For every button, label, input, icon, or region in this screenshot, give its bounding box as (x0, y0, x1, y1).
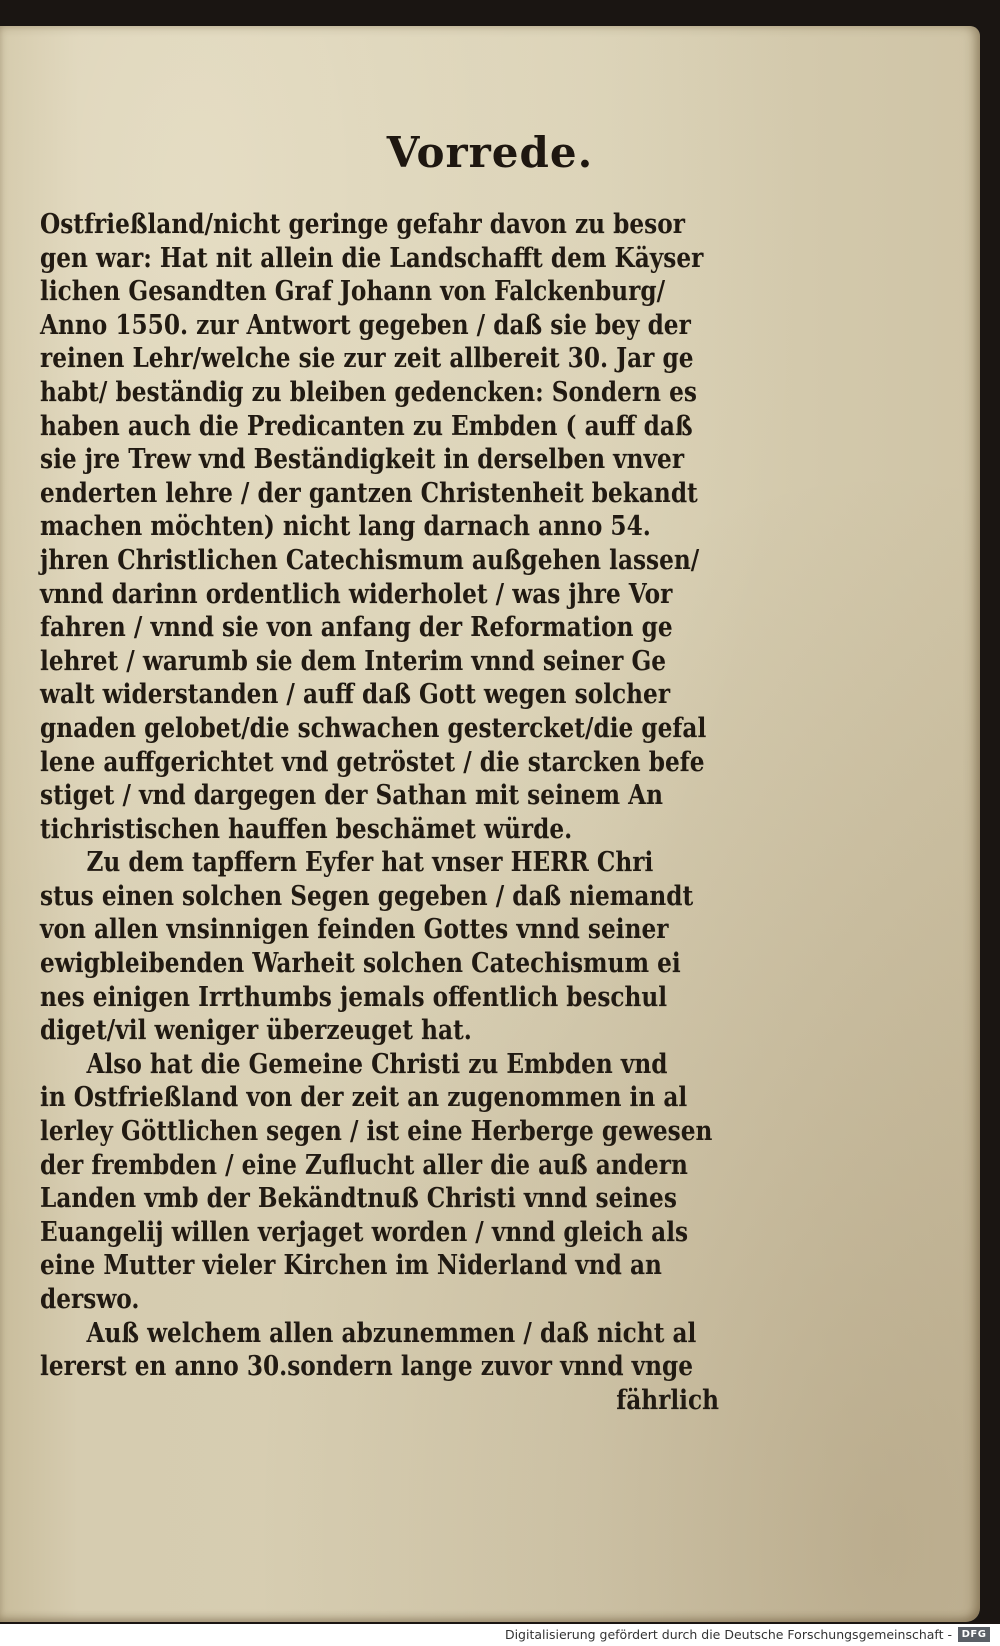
text-line: lene auffgerichtet vnd getröstet / die starcken befe (40, 746, 705, 778)
body-text (40, 208, 810, 1417)
text-line: sie jre Trew vnd Beständigkeit in derselben vnver (40, 444, 685, 476)
dfg-logo-icon: DFG (958, 1627, 990, 1642)
page-heading: Vorrede. (386, 128, 594, 177)
text-line: lererst en anno 30.sondern lange zuvor vnnd vnge (40, 1351, 694, 1383)
text-line: lichen Gesandten Graf Johann von Falckenburg/ (40, 276, 666, 308)
text-line: fahren / vnnd sie von anfang der Reformation ge (40, 612, 673, 644)
text-line: stus einen solchen Segen gegeben / daß niemandt (40, 880, 694, 912)
text-line: jhren Christlichen Catechismum außgehen lassen/ (40, 544, 700, 576)
text-line: Also hat die Gemeine Christi zu Embden vnd (86, 1048, 668, 1080)
text-line: enderten lehre / der gantzen Christenheit bekandt (40, 477, 698, 509)
text-line: walt widerstanden / auff daß Gott wegen solcher (40, 679, 671, 711)
text-line: reinen Lehr/welche sie zur zeit allbereit 30. Jar ge (40, 343, 694, 375)
text-line: stiget / vnd dargegen der Sathan mit seinem An (40, 780, 664, 812)
text-line: in Ostfrießland von der zeit an zugenommen in al (40, 1082, 688, 1114)
text-line: derswo. (40, 1284, 140, 1315)
text-line: machen möchten) nicht lang darnach anno 54. (40, 511, 651, 543)
text-line: Auß welchem allen abzunemmen / daß nicht al (86, 1317, 697, 1349)
footer-credit: Digitalisierung gefördert durch die Deutsche Forschungsgemeinschaft - (504, 1627, 952, 1642)
catchword: fährlich (616, 1384, 720, 1416)
text-line: habt/ beständig zu bleiben gedencken: Sondern es (40, 376, 697, 408)
text-line: lerley Göttlichen segen / ist eine Herberge gewesen (40, 1116, 713, 1148)
text-line: Landen vmb der Bekändtnuß Christi vnnd seines (40, 1183, 677, 1215)
text-line: tichristischen hauffen beschämet würde. (40, 813, 573, 845)
text-line: nes einigen Irrthumbs jemals offentlich beschul (40, 981, 668, 1013)
text-line: eine Mutter vieler Kirchen im Niderland vnd an (40, 1250, 662, 1282)
text-line: ewigbleibenden Warheit solchen Catechismum ei (40, 948, 681, 980)
text-line: lehret / warumb sie dem Interim vnnd seiner Ge (40, 645, 667, 677)
text-line: Ostfrießland/nicht geringe gefahr davon zu besor (40, 209, 685, 240)
text-line: Euangelij willen verjaget worden / vnnd gleich als (40, 1216, 689, 1248)
text-line: Zu dem tapffern Eyfer hat vnser HERR Chri (86, 847, 654, 879)
text-line: gen war: Hat nit allein die Landschafft dem Käyser (40, 242, 704, 274)
text-line: von allen vnsinnigen feinden Gottes vnnd seiner (40, 914, 669, 946)
text-line: haben auch die Predicanten zu Embden ( auff daß (40, 410, 693, 442)
text-line: gnaden gelobet/die schwachen gestercket/die gefal (40, 712, 707, 744)
text-line: diget/vil weniger überzeuget hat. (40, 1015, 472, 1047)
text-line: Anno 1550. zur Antwort gegeben / daß sie bey der (40, 309, 691, 341)
text-line: vnnd darinn ordentlich widerholet / was jhre Vor (40, 578, 673, 610)
text-line: der frembden / eine Zuflucht aller die auß andern (40, 1149, 688, 1181)
book-page (0, 26, 980, 1622)
